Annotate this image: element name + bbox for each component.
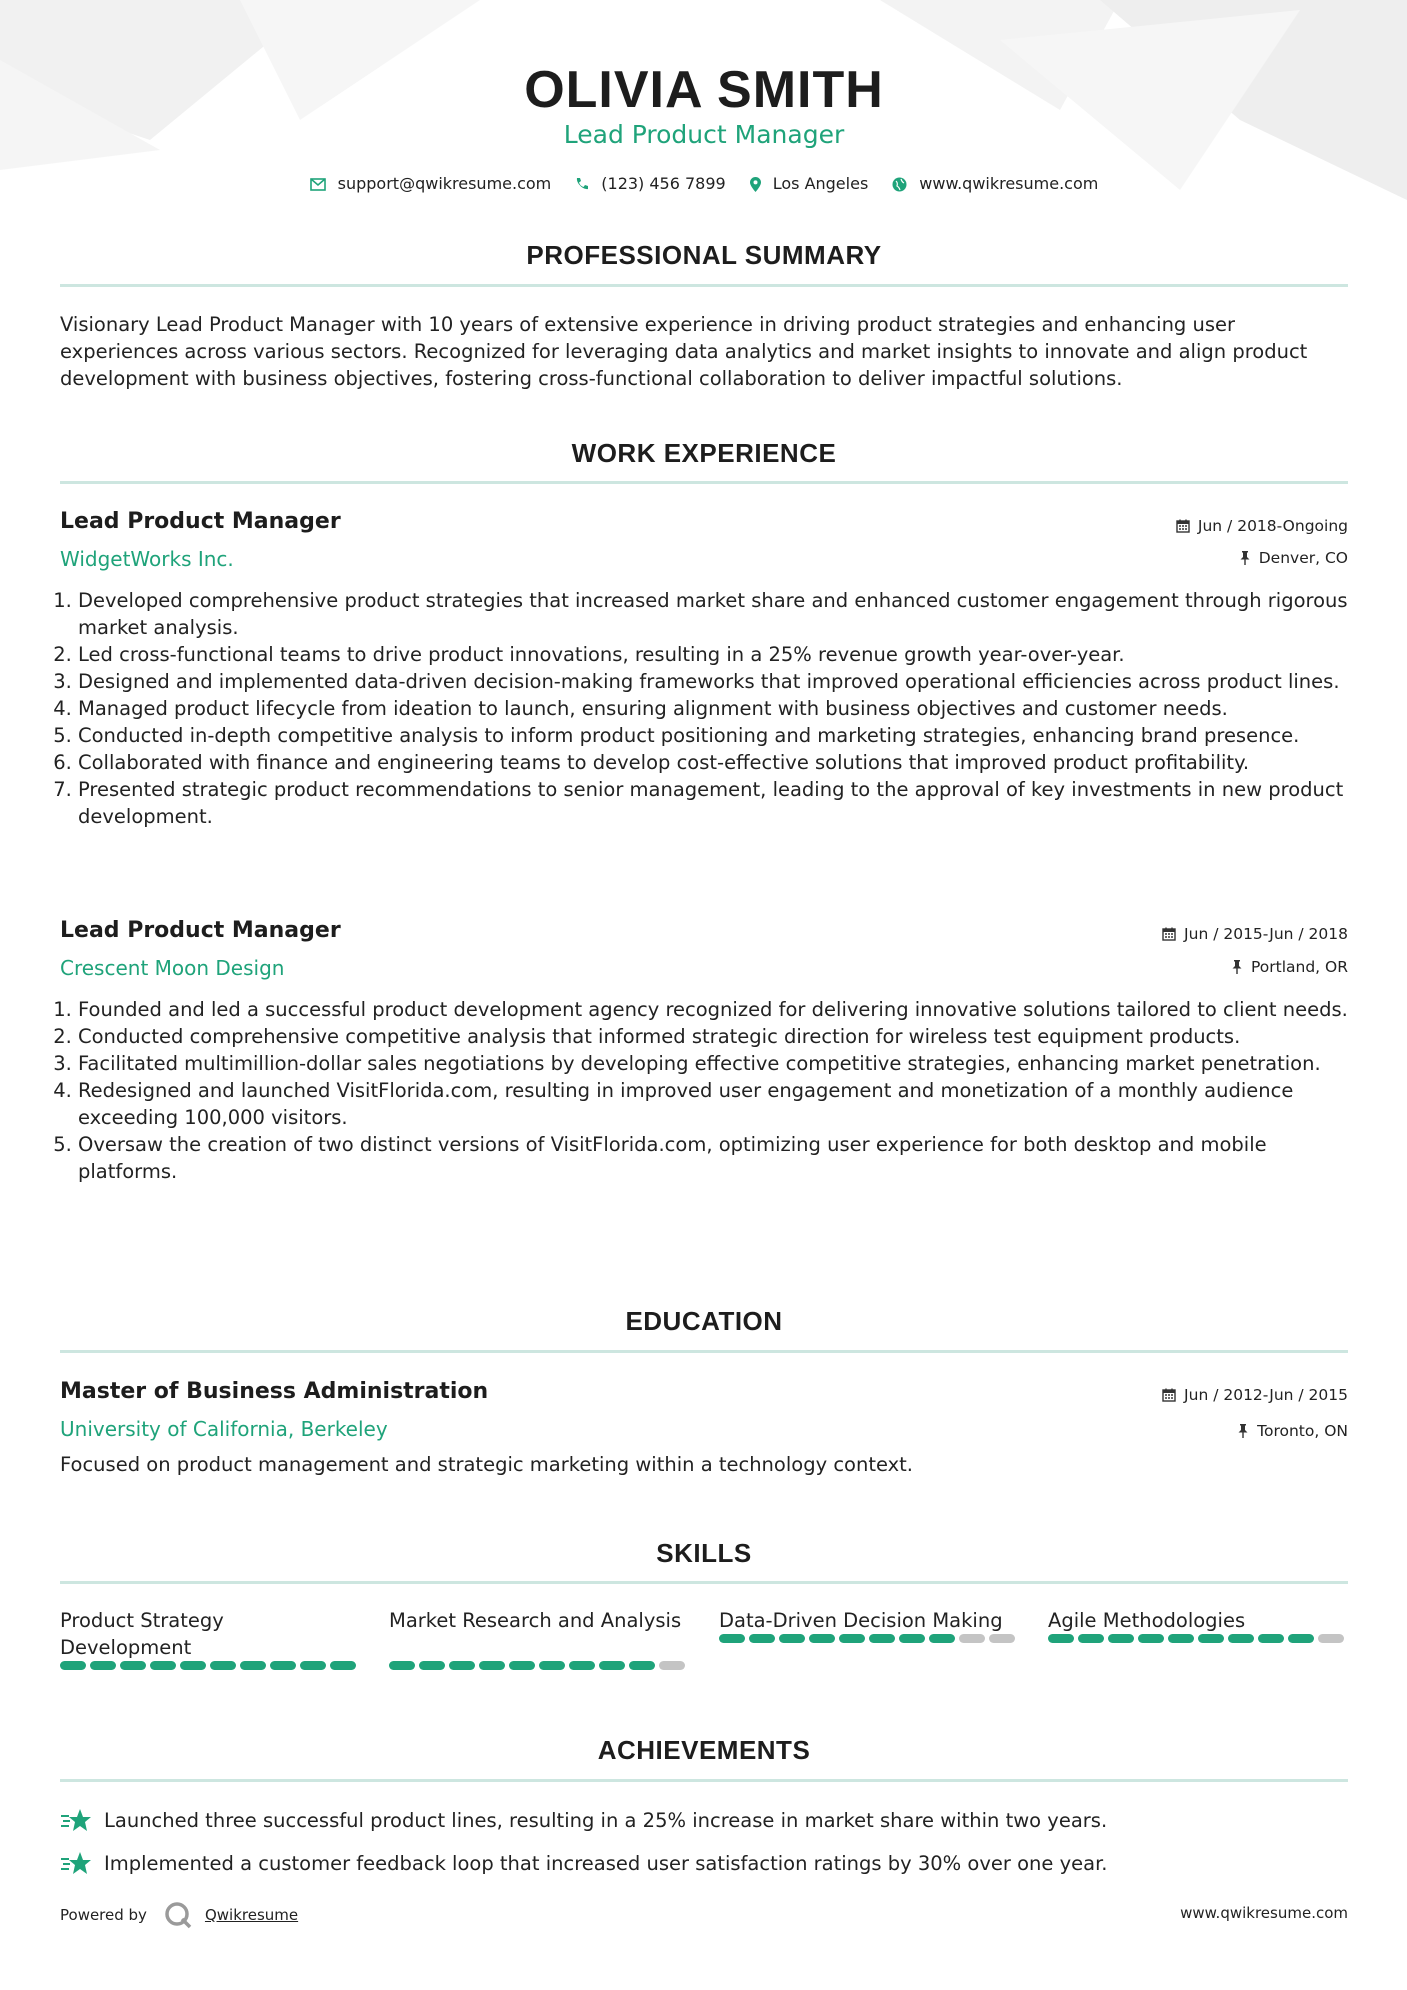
skill-level-segment <box>1228 1634 1254 1643</box>
powered-by-label: Powered by <box>60 1906 147 1924</box>
skill-level-segment <box>1288 1634 1314 1643</box>
skill-level-segment <box>659 1661 685 1670</box>
achievement-item <box>60 1807 1107 1834</box>
skill-level-segment <box>389 1661 415 1670</box>
skill-level-segment <box>539 1661 565 1670</box>
list-item: 1. Developed comprehensive product strategies that increased market share and enhanced customer engagement through rigorous market analysis. <box>78 587 1366 641</box>
job-location-text: Denver, CO <box>1258 549 1348 567</box>
calendar-icon <box>1162 1388 1176 1402</box>
skill-name: Data-Driven Decision Making <box>719 1609 1003 1632</box>
star-icon <box>60 1851 92 1877</box>
section-title-experience: WORK EXPERIENCE <box>571 438 837 468</box>
skill-level-segment <box>509 1661 535 1670</box>
contact-phone-text: (123) 456 7899 <box>601 174 726 193</box>
calendar-icon <box>1162 927 1176 941</box>
list-item: 4. Redesigned and launched VisitFlorida.com, resulting in improved user engagement and monetization of a monthly audience exceeding 100,000 visitors. <box>78 1077 1366 1131</box>
skill-level-bar <box>1048 1634 1348 1643</box>
job-dates-text: Jun / 2015-Jun / 2018 <box>1184 925 1348 943</box>
contact-bar <box>60 172 1348 196</box>
list-item: 5. Conducted in-depth competitive analysis to inform product positioning and marketing strategies, enhancing brand presence. <box>78 722 1366 749</box>
job-dates <box>1162 923 1348 945</box>
skill-level-segment <box>989 1634 1015 1643</box>
skill-item <box>389 1607 689 1670</box>
skill-level-segment <box>749 1634 775 1643</box>
list-item: 4. Managed product lifecycle from ideation to launch, ensuring alignment with business objectives and customer needs. <box>78 695 1366 722</box>
skill-level-segment <box>1048 1634 1074 1643</box>
skill-level-segment <box>839 1634 865 1643</box>
skill-level-segment <box>929 1634 955 1643</box>
footer-website[interactable]: www.qwikresume.com <box>1180 1904 1348 1922</box>
skill-level-segment <box>1198 1634 1224 1643</box>
envelope-icon <box>310 178 326 191</box>
skill-level-bar <box>60 1661 360 1670</box>
skill-level-segment <box>330 1661 356 1670</box>
skill-level-segment <box>1078 1634 1104 1643</box>
qwikresume-link[interactable]: Qwikresume <box>204 1906 299 1924</box>
pushpin-icon <box>1237 1424 1249 1438</box>
skill-level-bar <box>719 1634 1019 1643</box>
skill-level-segment <box>300 1661 326 1670</box>
education-dates-text: Jun / 2012-Jun / 2015 <box>1184 1386 1348 1404</box>
skill-name: Agile Methodologies <box>1048 1609 1246 1632</box>
contact-email[interactable] <box>310 172 552 196</box>
skill-level-segment <box>240 1661 266 1670</box>
achievement-item <box>60 1850 1108 1877</box>
contact-location <box>750 172 869 196</box>
skill-level-segment <box>1168 1634 1194 1643</box>
section-title-education: EDUCATION <box>625 1306 783 1336</box>
skill-level-segment <box>719 1634 745 1643</box>
achievement-text: Implemented a customer feedback loop that increased user satisfaction ratings by 30% over one year. <box>104 1852 1108 1875</box>
skill-level-segment <box>1108 1634 1134 1643</box>
job-title: Lead Product Manager <box>60 918 341 943</box>
map-pin-icon <box>750 177 761 192</box>
education-description: Focused on product management and strategic marketing within a technology context. <box>60 1453 914 1476</box>
list-item: 1. Founded and led a successful product development agency recognized for delivering innovative solutions tailored to client needs. <box>78 996 1366 1023</box>
skill-level-segment <box>60 1661 86 1670</box>
list-item: 2. Led cross-functional teams to drive product innovations, resulting in a 25% revenue growth year-over-year. <box>78 641 1366 668</box>
skill-item <box>719 1607 1019 1643</box>
calendar-icon <box>1176 519 1190 533</box>
skill-level-segment <box>120 1661 146 1670</box>
section-divider <box>60 1350 1348 1353</box>
skill-level-segment <box>90 1661 116 1670</box>
contact-location-text: Los Angeles <box>772 174 869 193</box>
list-item: 3. Facilitated multimillion-dollar sales negotiations by developing effective competitive strategies, enhancing market penetration. <box>78 1050 1366 1077</box>
section-title-summary: PROFESSIONAL SUMMARY <box>526 240 882 270</box>
job-location <box>1231 956 1348 978</box>
skill-level-segment <box>899 1634 925 1643</box>
section-divider <box>60 1581 1348 1584</box>
globe-icon <box>892 177 907 192</box>
education-dates <box>1162 1384 1348 1406</box>
list-item: 7. Presented strategic product recommendations to senior management, leading to the approval of key investments in new product development. <box>78 776 1366 830</box>
skill-level-bar <box>389 1661 689 1670</box>
achievement-text: Launched three successful product lines, resulting in a 25% increase in market share within two years. <box>104 1809 1108 1832</box>
degree-title: Master of Business Administration <box>60 1379 489 1404</box>
skill-item <box>60 1607 360 1670</box>
job-bullet-list <box>60 996 1366 1185</box>
skill-level-segment <box>1258 1634 1284 1643</box>
candidate-role: Lead Product Manager <box>563 120 845 149</box>
skill-level-segment <box>1138 1634 1164 1643</box>
job-title: Lead Product Manager <box>60 509 341 534</box>
skill-item <box>1048 1607 1348 1643</box>
list-item: 3. Designed and implemented data-driven decision-making frameworks that improved operational efficiencies across product lines. <box>78 668 1366 695</box>
school-name: University of California, Berkeley <box>60 1417 388 1441</box>
skill-level-segment <box>150 1661 176 1670</box>
skill-level-segment <box>479 1661 505 1670</box>
job-location <box>1239 547 1348 569</box>
contact-phone[interactable] <box>575 172 725 196</box>
skill-level-segment <box>1318 1634 1344 1643</box>
contact-email-text: support@qwikresume.com <box>337 174 552 193</box>
section-divider <box>60 1779 1348 1782</box>
skill-level-segment <box>779 1634 805 1643</box>
list-item: 5. Oversaw the creation of two distinct versions of VisitFlorida.com, optimizing user experience for both desktop and mobile platforms. <box>78 1131 1366 1185</box>
skill-level-segment <box>180 1661 206 1670</box>
list-item: 2. Conducted comprehensive competitive analysis that informed strategic direction for wireless test equipment products. <box>78 1023 1366 1050</box>
company-name: Crescent Moon Design <box>60 956 285 980</box>
skill-level-segment <box>419 1661 445 1670</box>
contact-website[interactable] <box>892 172 1098 196</box>
skill-level-segment <box>599 1661 625 1670</box>
skill-level-segment <box>210 1661 236 1670</box>
skill-level-segment <box>449 1661 475 1670</box>
skill-level-segment <box>569 1661 595 1670</box>
summary-text: Visionary Lead Product Manager with 10 years of extensive experience in driving product strategies and enhancing user experiences across various sectors. Recognized for leveraging data analytics and market insights to innovate and align product development with business objectives, fostering cross-functional collaboration to deliver impactful solutions. <box>60 313 1308 390</box>
education-location-text: Toronto, ON <box>1257 1422 1348 1440</box>
pushpin-icon <box>1239 551 1251 565</box>
section-title-skills: SKILLS <box>656 1538 752 1568</box>
section-title-achievements: ACHIEVEMENTS <box>597 1735 811 1765</box>
skill-level-segment <box>270 1661 296 1670</box>
list-item: 6. Collaborated with finance and engineering teams to develop cost-effective solutions that improved product profitability. <box>78 749 1366 776</box>
skill-level-segment <box>809 1634 835 1643</box>
skill-name: Market Research and Analysis <box>389 1609 682 1632</box>
job-dates-text: Jun / 2018-Ongoing <box>1197 517 1348 535</box>
section-divider <box>60 284 1348 287</box>
skill-level-segment <box>869 1634 895 1643</box>
star-icon <box>60 1808 92 1834</box>
skill-name: Product Strategy Development <box>60 1609 224 1659</box>
skill-level-segment <box>959 1634 985 1643</box>
job-dates <box>1176 515 1348 537</box>
phone-icon <box>575 177 589 191</box>
job-bullet-list <box>60 587 1366 830</box>
education-location <box>1237 1420 1348 1442</box>
company-name: WidgetWorks Inc. <box>60 547 234 571</box>
contact-website-text: www.qwikresume.com <box>919 174 1099 193</box>
skill-level-segment <box>629 1661 655 1670</box>
footer-powered-by <box>60 1900 298 1930</box>
pushpin-icon <box>1231 960 1243 974</box>
job-location-text: Portland, OR <box>1250 958 1348 976</box>
qwikresume-logo-icon <box>163 1900 193 1930</box>
candidate-name: OLIVIA SMITH <box>524 61 884 119</box>
section-divider <box>60 481 1348 484</box>
